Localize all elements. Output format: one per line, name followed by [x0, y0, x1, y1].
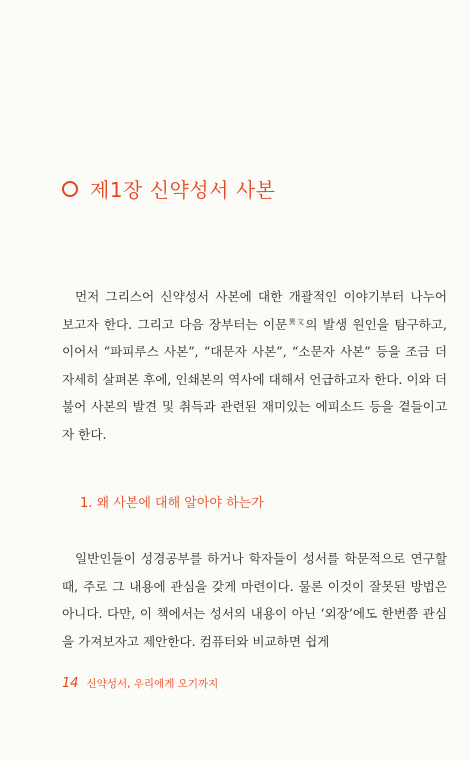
section-paragraph — [62, 545, 447, 655]
chapter-title — [62, 174, 276, 203]
chapter-title-text: 제1장 신약성서 사본 — [90, 178, 276, 202]
running-title: 신약성서, 우리에게 오기까지 — [86, 678, 219, 690]
page-footer — [62, 676, 218, 691]
intro-paragraph — [62, 283, 447, 448]
intro-paragraph-text: 먼저 그리스어 신약성서 사본에 대한 개괄적인 이야기부터 나누어 보고자 한다. 그리고 다음 장부터는 이문 — [62, 289, 447, 332]
page-number: 14 — [62, 676, 79, 691]
section-heading: 1. 왜 사본에 대해 알아야 하는가 — [80, 496, 264, 511]
intro-paragraph-text-cont: 의 발생 원인을 탐구하고, 이어서 “파피루스 사본”, “대문자 사본”, “소문자 사본” 등을 조금 더 자세히 살펴본 후에, 인쇄본의 역사에 대해서 언급하고자 한다. 이와 더불어 사본의 발견 및 취득과 관련된 재미있는 에피소드 등을 곁들이고자 한다. — [62, 316, 448, 442]
section-paragraph-text: 일반인들이 성경공부를 하거나 학자들이 성서를 학문적으로 연구할 때, 주로 그 내용에 관심을 갖게 마련이다. 물론 이것이 잘못된 방법은 아니다. 다만, 이 책에서는 성서의 내용이 아닌 ‘외장’에도 한번쯤 관심을 가져보자고 제안한다. 컴퓨터와 비교하면 쉽게 — [62, 551, 447, 649]
hanja-annotation: 異文 — [287, 317, 306, 326]
circle-bullet-icon — [62, 181, 78, 197]
